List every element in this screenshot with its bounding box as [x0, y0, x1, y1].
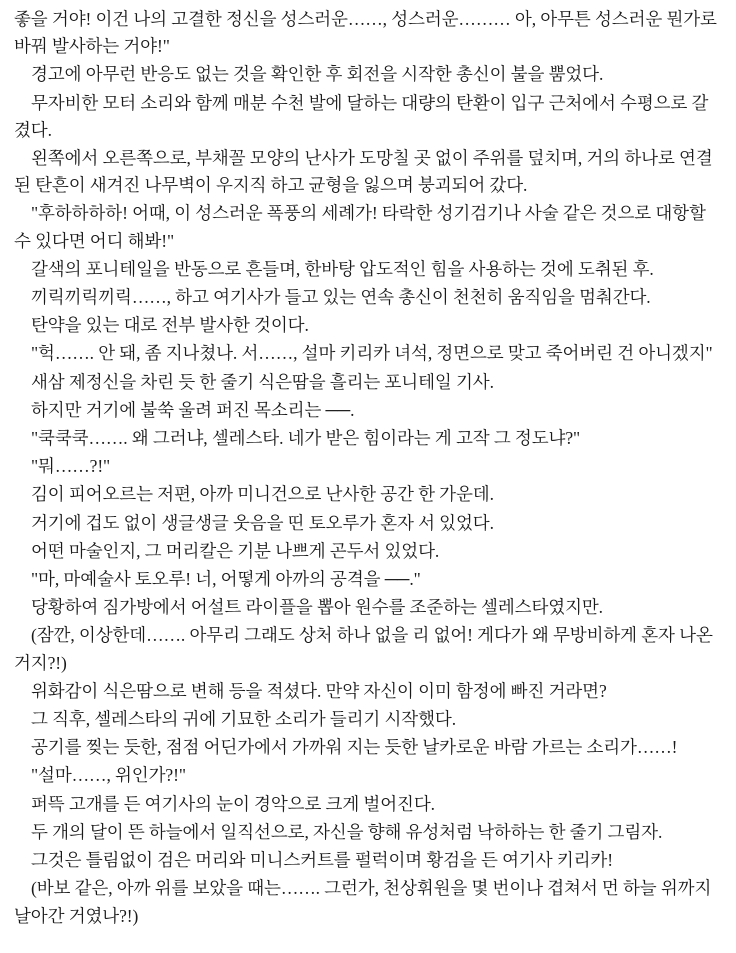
paragraph: 끼릭끼릭끼릭……, 하고 여기사가 들고 있는 연속 총신이 천천히 움직임을 멈춰간다. [31, 287, 651, 308]
paragraph: 당황하여 짐가방에서 어설트 라이플을 뽑아 원수를 조준하는 셀레스타였지만. [31, 597, 603, 618]
paragraph: 갈색의 포니테일을 반동으로 흔들며, 한바탕 압도적인 힘을 사용하는 것에 도취된 후. [31, 258, 654, 279]
paragraph: 무자비한 모터 소리와 함께 매분 수천 발에 달하는 대량의 탄환이 입구 근처에서 수평으로 갈겼다. [14, 92, 709, 140]
paragraph: 김이 피어오르는 저편, 아까 미니건으로 난사한 공간 한 가운데. [31, 484, 494, 505]
paragraph: (바보 같은, 아까 위를 보았을 때는……. 그런가, 천상휘원을 몇 번이나 겹쳐서 먼 하늘 위까지 날아간 거였나?!) [14, 878, 716, 926]
paragraph: 탄약을 있는 대로 전부 발사한 것이다. [31, 315, 309, 336]
paragraph: 그것은 틀림없이 검은 머리와 미니스커트를 펄럭이며 황검을 든 여기사 키리카! [31, 850, 613, 871]
paragraph: 새삼 제정신을 차린 듯 한 줄기 식은땀을 흘리는 포니테일 기사. [31, 371, 494, 392]
paragraph: 공기를 찢는 듯한, 점점 어딘가에서 가까워 지는 듯한 날카로운 바람 가르는 소리가……! [31, 737, 678, 758]
paragraph: "설마……, 위인가?!" [31, 765, 186, 786]
paragraph: 거기에 겁도 없이 생글생글 웃음을 띤 토오루가 혼자 서 있었다. [31, 512, 494, 533]
paragraph: 경고에 아무런 반응도 없는 것을 확인한 후 회전을 시작한 총신이 불을 뿜었다. [31, 64, 604, 85]
paragraph: 하지만 거기에 불쑥 울려 퍼진 목소리는 ──. [31, 399, 355, 420]
paragraph: (잠깐, 이상한데……. 아무리 그래도 상처 하나 없을 리 없어! 게다가 왜 무방비하게 혼자 나온 거지?!) [14, 625, 718, 673]
paragraph: 퍼뜩 고개를 든 여기사의 눈이 경악으로 크게 벌어진다. [31, 793, 435, 814]
paragraph: "마, 마예술사 토오루! 너, 어떻게 아까의 공격을 ──." [31, 569, 421, 590]
paragraph: "후하하하하! 어때, 이 성스러운 폭풍의 세례가! 타락한 성기검기나 사술 같은 것으로 대항할 수 있다면 어디 해봐!" [14, 203, 711, 251]
paragraph: 왼쪽에서 오른쪽으로, 부채꼴 모양의 난사가 도망칠 곳 없이 주위를 덮치며, 거의 하나로 연결된 탄흔이 새겨진 나무벽이 우지직 하고 균형을 잃으며 붕괴되어 갔다. [14, 148, 713, 196]
paragraph: 어떤 마술인지, 그 머리칼은 기분 나쁘게 곤두서 있었다. [31, 540, 440, 561]
paragraph: 위화감이 식은땀으로 변해 등을 적셨다. 만약 자신이 이미 함정에 빠진 거라면? [31, 680, 607, 701]
paragraph: 그 직후, 셀레스타의 귀에 기묘한 소리가 들리기 시작했다. [31, 709, 456, 730]
paragraph: 두 개의 달이 뜬 하늘에서 일직선으로, 자신을 향해 유성처럼 낙하하는 한 줄기 그림자. [31, 821, 663, 842]
paragraph: "쿡쿡쿡……. 왜 그러냐, 셀레스타. 네가 받은 힘이라는 게 고작 그 정도냐?" [31, 428, 581, 449]
paragraph: 좋을 거야! 이건 나의 고결한 정신을 성스러운……, 성스러운……… 아, 아무튼 성스러운 뭔가로 바꿔 발사하는 거야!" [14, 9, 722, 57]
paragraph: "뭐……?!" [31, 456, 111, 477]
paragraph: "헉……. 안 돼, 좀 지나쳤나. 서……, 설마 키리카 녀석, 정면으로 맞고 죽어버린 건 아니겠지" [31, 343, 713, 364]
